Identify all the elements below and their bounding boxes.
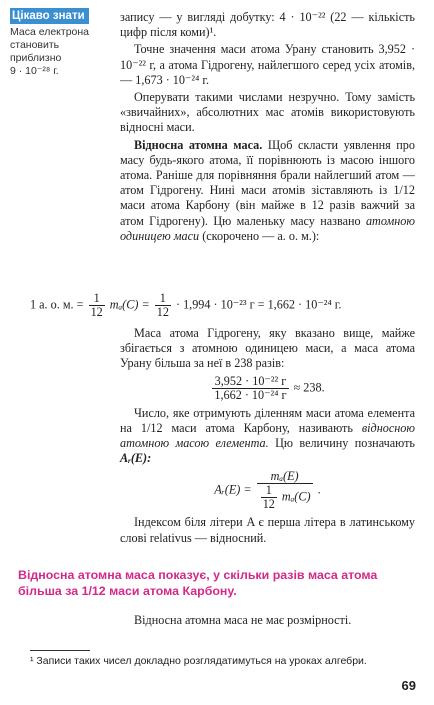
fraction-denominator: 12 <box>90 305 103 319</box>
paragraph-4-body: Щоб скласти уявлення про масу будь-якого атома, її порівнюють із масою іншого атома. Раніше для порівняння брали найлегший атом — атом Гідрогену. Нині маси атомів зіставляють із 1/12 маси атома Карбону (він майже в 12 разів важчий за атом Гідрогену). Цю маленьку масу названо <box>120 137 415 228</box>
sidebar-text <box>10 26 110 78</box>
paragraph-6-text-b: Цю величину позначають <box>268 436 415 451</box>
fraction <box>257 470 313 511</box>
sidebar-line: 9 · 10⁻²⁸ г. <box>10 65 59 77</box>
paragraph-3: Оперувати такими числами незручно. Тому замість «звичайних», абсолютних мас атомів використовують відносні маси. <box>120 90 415 135</box>
fraction-denominator: 1,662 · 10⁻²⁴ г <box>214 387 287 402</box>
paragraph-6-text: Число, яке отримують діленням маси атома елемента на 1/12 маси атома Карбону, називають <box>120 405 415 435</box>
fraction <box>155 292 171 319</box>
term-relative-mass: відносною атомною масою елемента. <box>120 420 415 451</box>
fraction <box>212 375 288 402</box>
symbol-ar: Aᵣ(E): <box>120 451 152 466</box>
fraction-numerator: 3,952 · 10⁻²² г <box>212 375 288 389</box>
sidebar-line: становить <box>10 39 60 51</box>
body-column-bottom <box>120 613 415 628</box>
fraction-numerator: 1 <box>261 484 277 498</box>
fraction <box>89 292 105 319</box>
paragraph-5: Маса атома Гідрогену, яку вказано вище, майже збігається з атомною одиницею маси, а маса атома Урану більша за неї в 238 разів: <box>120 326 415 371</box>
paragraph-4-tail: (скорочено — а. о. м.): <box>199 228 320 243</box>
section-heading: Відносна атомна маса. <box>134 137 263 152</box>
page-number: 69 <box>401 678 416 693</box>
formula-ar <box>120 470 415 511</box>
paragraph-7: Індексом біля літери A є перша літера в латинському слові relativus — відносний. <box>120 515 415 545</box>
formula-amu-lhs: 1 а. о. м. = <box>30 297 84 312</box>
fraction <box>261 484 277 511</box>
paragraph-8: Відносна атомна маса не має розмірності. <box>134 613 352 627</box>
formula-ratio <box>120 375 415 402</box>
body-column-top <box>120 10 415 244</box>
sidebar-line: приблизно <box>10 52 62 64</box>
fraction-denominator: 12 <box>262 497 275 512</box>
sidebar-line: Маса електрона <box>10 26 90 38</box>
fraction-numerator: 1 <box>155 292 171 306</box>
paragraph-1: запису — у вигляді добутку: 4 · 10⁻²² (22 — кількість цифр після коми)¹. <box>120 10 415 40</box>
formula-amu <box>30 292 430 319</box>
body-column-middle <box>120 326 415 546</box>
footnote-divider <box>30 650 90 651</box>
formula-amu-rhs: · 1,994 · 10⁻²³ г = 1,662 · 10⁻²⁴ г. <box>175 297 342 312</box>
footnote: ¹ Записи таких чисел докладно розглядатимуться на уроках алгебри. <box>30 655 367 667</box>
sidebar-note <box>10 6 110 78</box>
paragraph-4 <box>120 138 415 244</box>
fraction-denominator <box>257 484 313 511</box>
formula-ar-end: . <box>317 482 321 497</box>
fraction-denominator: 12 <box>156 305 169 319</box>
paragraph-6 <box>120 406 415 467</box>
formula-amu-mid: mₐ(C) = <box>109 297 150 312</box>
paragraph-2: Точне значення маси атома Урану становить 3,952 · 10⁻²² г, а атома Гідрогену, найлегшого серед усіх атомів, — 1,673 · 10⁻²⁴ г. <box>120 42 415 87</box>
formula-ratio-result: ≈ 238. <box>293 379 325 394</box>
formula-ar-den-tail: mₐ(C) <box>281 489 311 504</box>
definition-highlight: Відносна атомна маса показує, у скільки разів маса атома більша за 1/12 маси атома Карбону. <box>18 568 378 598</box>
fraction-numerator: mₐ(E) <box>257 470 313 484</box>
sidebar-heading: Цікаво знати <box>10 8 89 24</box>
term-amu: атомною одиницею маси <box>120 213 415 243</box>
fraction-numerator: 1 <box>89 292 105 306</box>
formula-ar-lhs: Aᵣ(E) = <box>214 482 252 497</box>
